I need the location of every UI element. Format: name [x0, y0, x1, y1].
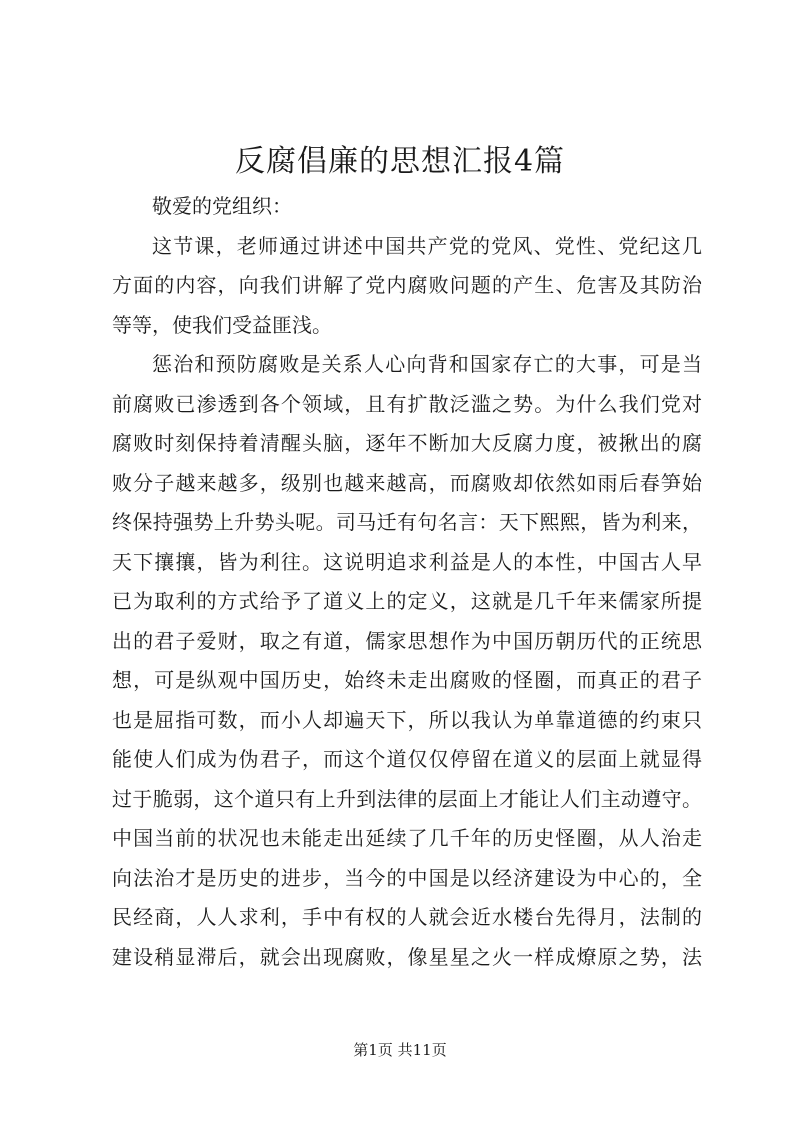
paragraph-line: 能使人们成为伪君子，而这个道仅仅停留在道义的层面上就显得	[112, 747, 702, 771]
paragraph-line: 终保持强势上升势头呢。司马迁有句名言：天下熙熙，皆为利来，	[112, 510, 702, 534]
paragraph-line: 出的君子爱财，取之有道，儒家思想作为中国历朝历代的正统思	[112, 628, 702, 653]
paragraph-line: 方面的内容，向我们讲解了党内腐败问题的产生、危害及其防治	[112, 273, 702, 297]
paragraph-line: 建设稍显滞后，就会出现腐败，像星星之火一样成燎原之势，法	[112, 944, 702, 969]
paragraph-line: 前腐败已渗透到各个领域，且有扩散泛滥之势。为什么我们党对	[112, 391, 702, 416]
paragraph-line: 已为取利的方式给予了道义上的定义，这就是几千年来儒家所提	[112, 589, 702, 613]
salutation-line: 敬爱的党组织：	[152, 194, 292, 218]
document-title: 反腐倡廉的思想汇报4篇	[234, 144, 566, 179]
paragraph-line: 天下攘攘，皆为利往。这说明追求利益是人的本性，中国古人早	[112, 549, 702, 574]
paragraph-line: 惩治和预防腐败是关系人心向背和国家存亡的大事，可是当	[152, 352, 702, 376]
paragraph-line: 这节课，老师通过讲述中国共产党的党风、党性、党纪这几	[152, 233, 702, 258]
paragraph-line: 过于脆弱，这个道只有上升到法律的层面上才能让人们主动遵守。	[112, 786, 702, 811]
paragraph-line: 等等，使我们受益匪浅。	[112, 312, 332, 337]
paragraph-line: 民经商，人人求利，手中有权的人就会近水楼台先得月，法制的	[112, 905, 702, 929]
paragraph-line: 也是屈指可数，而小人却遍天下，所以我认为单靠道德的约束只	[112, 707, 702, 732]
paragraph-line: 想，可是纵观中国历史，始终未走出腐败的怪圈，而真正的君子	[112, 668, 702, 692]
paragraph-line: 败分子越来越多，级别也越来越高，而腐败却依然如雨后春笋始	[112, 470, 702, 495]
paragraph-line: 中国当前的状况也未能走出延续了几千年的历史怪圈，从人治走	[112, 826, 702, 850]
paragraph-line: 腐败时刻保持着清醒头脑，逐年不断加大反腐力度，被揪出的腐	[112, 431, 702, 455]
paragraph-line: 向法治才是历史的进步，当今的中国是以经济建设为中心的，全	[112, 865, 702, 890]
page-number-footer: 第1页 共11页	[353, 1041, 447, 1059]
document-body	[112, 187, 702, 977]
